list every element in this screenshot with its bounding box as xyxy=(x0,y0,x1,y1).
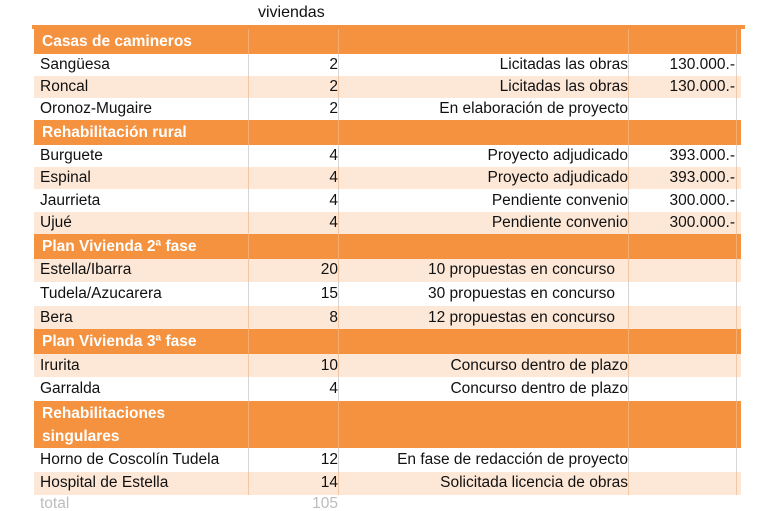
section-header xyxy=(34,234,741,259)
grid-line xyxy=(248,234,249,259)
total-label: total xyxy=(40,495,70,511)
table-row xyxy=(34,472,741,496)
grid-line xyxy=(628,377,629,401)
project-status: 10 propuestas en concurso xyxy=(428,261,615,279)
project-name: Bera xyxy=(40,308,73,326)
grid-line xyxy=(736,401,737,448)
project-status: 30 propuestas en concurso xyxy=(428,284,615,302)
table-row xyxy=(34,167,741,189)
grid-line xyxy=(628,76,629,98)
project-name: Oronoz-Mugaire xyxy=(40,100,152,118)
table-row xyxy=(34,145,741,167)
project-name: Horno de Coscolín Tudela xyxy=(40,450,220,468)
table-row xyxy=(34,189,741,211)
grid-line xyxy=(736,54,737,76)
grid-line xyxy=(628,472,629,496)
section-title-line: singulares xyxy=(42,427,120,445)
grid-line xyxy=(736,448,737,472)
grid-line xyxy=(736,234,737,259)
project-name: Hospital de Estella xyxy=(40,474,169,492)
budget-amount xyxy=(632,377,735,401)
dwelling-count: 20 xyxy=(320,261,338,279)
grid-line xyxy=(628,145,629,167)
table-row xyxy=(34,212,741,234)
project-status: Concurso dentro de plazo xyxy=(450,356,628,374)
table-row xyxy=(34,259,741,283)
grid-line xyxy=(736,167,737,189)
dwelling-count: 14 xyxy=(320,474,338,492)
grid-line xyxy=(736,120,737,145)
project-name: Burguete xyxy=(40,147,103,165)
grid-line xyxy=(628,120,629,145)
section-title-line: Plan Vivienda 3ª fase xyxy=(42,333,197,351)
dwelling-count: 4 xyxy=(329,147,338,165)
section-title xyxy=(42,120,187,145)
budget-amount xyxy=(632,472,735,496)
project-name: Jaurrieta xyxy=(40,191,101,209)
budget-amount xyxy=(632,448,735,472)
grid-line xyxy=(736,189,737,211)
grid-line xyxy=(628,354,629,378)
grid-line xyxy=(338,329,339,354)
table-row xyxy=(34,282,741,306)
grid-line xyxy=(736,282,737,306)
project-name: Garralda xyxy=(40,380,101,398)
grid-line xyxy=(736,354,737,378)
project-status: Licitadas las obras xyxy=(499,77,628,95)
grid-line xyxy=(628,98,629,120)
grid-line xyxy=(248,29,249,54)
table-row xyxy=(34,98,741,120)
grid-line xyxy=(628,306,629,330)
section-header xyxy=(34,401,741,448)
project-status: En elaboración de proyecto xyxy=(439,100,628,118)
budget-amount: 300.000.- xyxy=(669,213,735,231)
budget-amount xyxy=(632,354,735,378)
grid-line xyxy=(736,259,737,283)
project-name: Tudela/Azucarera xyxy=(40,284,162,302)
grid-line xyxy=(736,29,737,54)
grid-line xyxy=(736,377,737,401)
section-header xyxy=(34,329,741,354)
section-title xyxy=(42,234,197,259)
project-status: 12 propuestas en concurso xyxy=(428,308,615,326)
dwelling-count: 4 xyxy=(329,169,338,187)
grid-line xyxy=(736,329,737,354)
project-name: Roncal xyxy=(40,77,89,95)
section-title xyxy=(42,401,165,448)
grid-line xyxy=(248,329,249,354)
project-status: Proyecto adjudicado xyxy=(487,169,628,187)
grid-line xyxy=(338,29,339,54)
dwelling-count: 4 xyxy=(329,213,338,231)
grid-line xyxy=(628,448,629,472)
project-name: Sangüesa xyxy=(40,55,110,73)
table-row xyxy=(34,354,741,378)
table-row xyxy=(34,76,741,98)
section-title-line: Plan Vivienda 2ª fase xyxy=(42,237,197,255)
grid-line xyxy=(736,212,737,234)
section-title-line: Casas de camineros xyxy=(42,32,192,50)
budget-amount xyxy=(632,282,735,306)
budget-amount xyxy=(632,306,735,330)
table-row xyxy=(34,54,741,76)
column-title: viviendas xyxy=(258,4,325,21)
dwelling-count: 2 xyxy=(329,55,338,73)
project-status: En fase de redacción de proyecto xyxy=(397,450,628,468)
grid-line xyxy=(736,76,737,98)
budget-amount: 393.000.- xyxy=(669,147,735,165)
grid-line xyxy=(628,282,629,306)
section-title-line: Rehabilitaciones xyxy=(42,404,166,422)
dwelling-count: 10 xyxy=(320,356,338,374)
dwelling-count: 12 xyxy=(320,450,338,468)
project-status: Licitadas las obras xyxy=(499,55,628,73)
grid-line xyxy=(628,234,629,259)
project-status: Pendiente convenio xyxy=(491,191,628,209)
dwelling-count: 4 xyxy=(329,380,338,398)
section-header xyxy=(34,120,741,145)
project-name: Espinal xyxy=(40,169,91,187)
housing-table xyxy=(34,29,741,511)
section-title xyxy=(42,329,197,354)
dwelling-count: 8 xyxy=(329,308,338,326)
grid-line xyxy=(248,401,249,448)
dwelling-count: 4 xyxy=(329,191,338,209)
dwelling-count: 15 xyxy=(320,284,338,302)
grid-line xyxy=(628,259,629,283)
dwelling-count: 2 xyxy=(329,100,338,118)
budget-amount xyxy=(632,259,735,283)
total-row xyxy=(34,495,741,511)
dwelling-count: 2 xyxy=(329,77,338,95)
section-title xyxy=(42,29,192,54)
grid-line xyxy=(628,212,629,234)
grid-line xyxy=(338,120,339,145)
grid-line xyxy=(628,329,629,354)
grid-line xyxy=(628,189,629,211)
grid-line xyxy=(628,401,629,448)
project-status: Concurso dentro de plazo xyxy=(450,380,628,398)
grid-line xyxy=(628,29,629,54)
table-row xyxy=(34,306,741,330)
budget-amount: 300.000.- xyxy=(669,191,735,209)
project-name: Estella/Ibarra xyxy=(40,261,132,279)
grid-line xyxy=(248,120,249,145)
project-name: Ujué xyxy=(40,213,72,231)
table-row xyxy=(34,448,741,472)
budget-amount: 393.000.- xyxy=(669,169,735,187)
project-status: Pendiente convenio xyxy=(491,213,628,231)
table-row xyxy=(34,377,741,401)
section-header xyxy=(34,29,741,54)
project-name: Irurita xyxy=(40,356,80,374)
grid-line xyxy=(628,54,629,76)
grid-line xyxy=(736,306,737,330)
section-title-line: Rehabilitación rural xyxy=(42,124,187,142)
grid-line xyxy=(736,145,737,167)
budget-amount xyxy=(632,98,735,120)
grid-line xyxy=(338,401,339,448)
grid-line xyxy=(736,472,737,496)
budget-amount: 130.000.- xyxy=(669,77,735,95)
grid-line xyxy=(338,234,339,259)
grid-line xyxy=(628,167,629,189)
budget-amount: 130.000.- xyxy=(669,55,735,73)
project-status: Proyecto adjudicado xyxy=(487,147,628,165)
grid-line xyxy=(736,98,737,120)
project-status: Solicitada licencia de obras xyxy=(440,474,628,492)
total-count: 105 xyxy=(312,495,338,511)
